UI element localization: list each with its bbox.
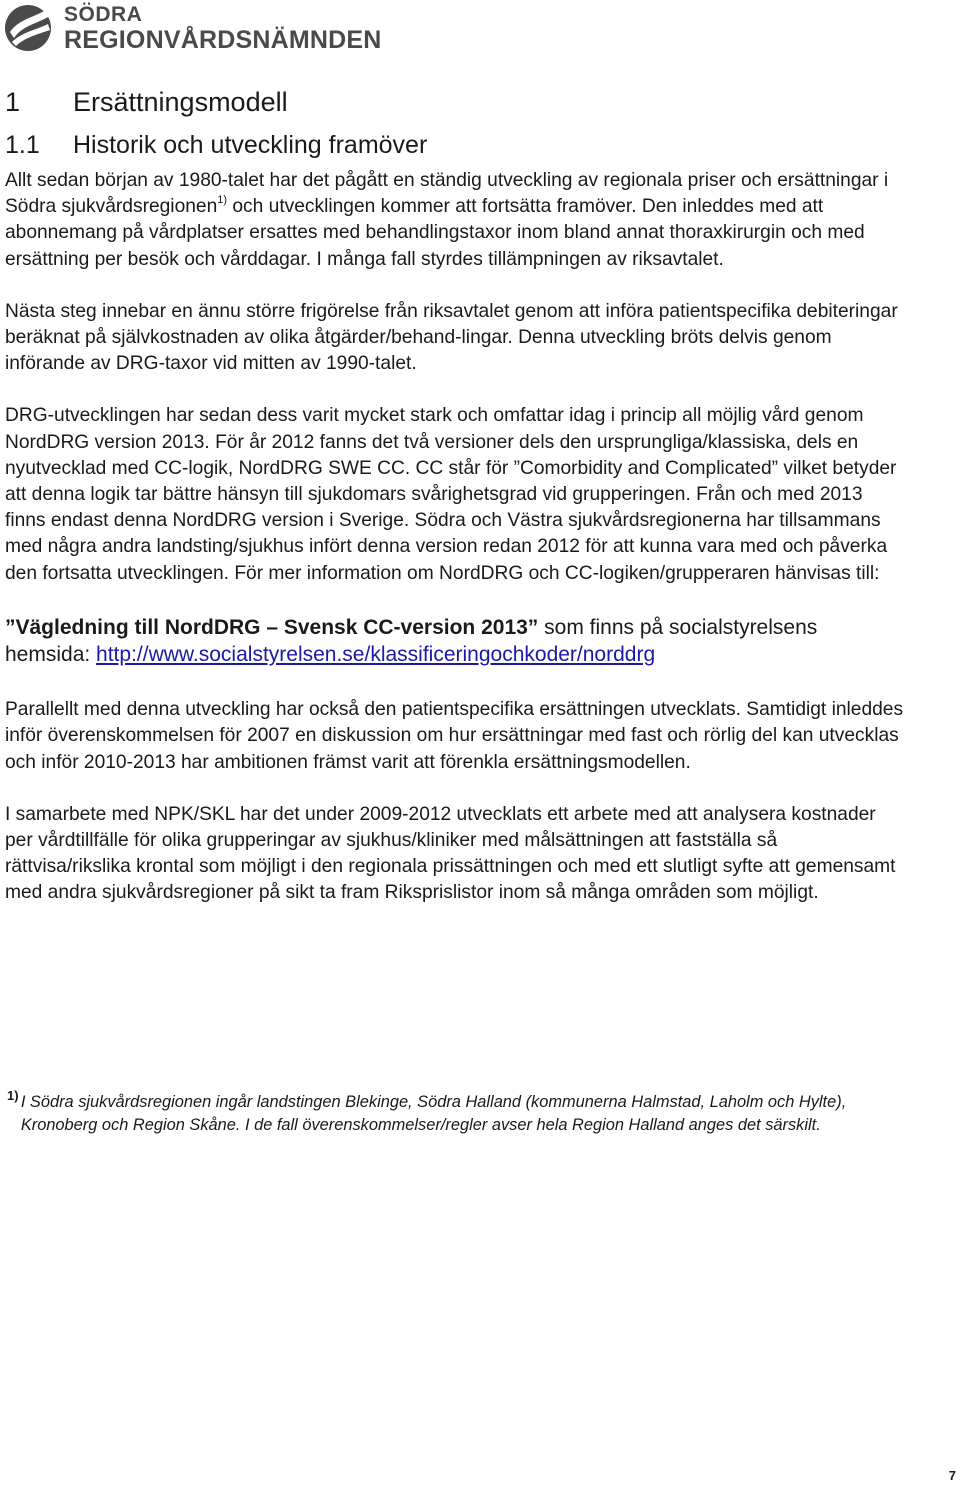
paragraph-1 bbox=[5, 168, 905, 273]
socialstyrelsen-link[interactable]: http://www.socialstyrelsen.se/klassificeringochkoder/norddrg bbox=[96, 643, 656, 667]
paragraph-1-end: och utvecklingen kommer att fortsätta framöver. Den inleddes med att abonnemang på vårdplatser ersattes med behandlingstaxor inom bland annat thoraxkirurgin och med ersättning per besök och vårddagar. I många fall styrdes tillämpningen av riksavtalet. bbox=[5, 196, 865, 270]
paragraph-1-start: Allt sedan början av 1980-talet har det pågått en ständig utveckling av regionala priser och ersättningar i Södra sjukvårdsregionen bbox=[5, 170, 889, 218]
heading-1 bbox=[5, 84, 905, 120]
guide-text: som finns på socialstyrelsens hemsida: bbox=[5, 615, 818, 667]
heading-2-number: 1.1 bbox=[5, 131, 40, 159]
paragraph-4: Parallellt med denna utveckling har också den patientspecifika ersättningen utvecklats. Samtidigt inleddes inför överenskommelsen för 2007 en diskussion om hur ersättningar med fast och rörlig del kan utvecklas och inför 2010-2013 har ambitionen främst varit att förenkla ersättningsmodellen. bbox=[5, 699, 904, 773]
page-number: 7 bbox=[948, 1468, 956, 1483]
paragraph-5: I samarbete med NPK/SKL har det under 2009-2012 utvecklats ett arbete med att analysera kostnader per vårdtillfälle för olika grupperingar av sjukhus/kliniker med målsättningen att fastställa så rättvisa/rikslika krontal som möjligt i den regionala prissättningen och med ett slutligt syfte att gemensamt med andra sjukvårdsregioner på sikt ta fram Riksprislistor inom så många områden som möjligt. bbox=[5, 803, 896, 904]
logo-text-line1: SÖDRA bbox=[64, 3, 143, 26]
guide-title: ”Vägledning till NordDRG – Svensk CC-version 2013” bbox=[5, 615, 539, 639]
heading-1-number: 1 bbox=[5, 87, 21, 117]
footnote-marker: 1) bbox=[7, 1088, 19, 1103]
logo-text-line2: REGIONVÅRDSNÄMNDEN bbox=[64, 26, 382, 54]
guide-reference bbox=[5, 615, 905, 669]
heading-2 bbox=[5, 128, 905, 162]
paragraph-3: DRG-utvecklingen har sedan dess varit mycket stark och omfattar idag i princip all möjlig vård genom NordDRG version 2013. För år 2012 fanns det två versioner dels den ursprungliga/klassiska, dels en nyutvecklad med CC-logik, NordDRG SWE CC. CC står för ”Comorbidity and Complicated” vilket betyder att denna logik tar bättre hänsyn till sjukdomars svårighetsgrad vid grupperingen. Från och med 2013 finns endast denna NordDRG version i Sverige. Södra och Västra sjukvårdsregionerna har tillsammans med några andra landsting/sjukhus infört denna version redan 2012 för att kunna vara med och påverka den fortsatta utvecklingen. För mer information om NordDRG och CC-logiken/grupperaren hänvisas till: bbox=[5, 405, 897, 584]
paragraph-2: Nästa steg innebar en ännu större frigörelse från riksavtalet genom att införa patientspecifika debiteringar beräknat på självkostnaden av olika åtgärder/behand-lingar. Denna utveckling bröts delvis genom införande av DRG-taxor vid mitten av 1990-talet. bbox=[5, 300, 898, 375]
footnote-reference: 1) bbox=[217, 193, 228, 206]
sodra-regionvardsnamnden-logo-icon bbox=[2, 2, 58, 52]
footnote-text: I Södra sjukvårdsregionen ingår landstingen Blekinge, Södra Halland (kommunerna Halmstad, Laholm och Hylte), Kronoberg och Region Skåne. I de fall överenskommelser/regler avser hela Region Halland anges det särskilt. bbox=[20, 1093, 847, 1134]
footnote bbox=[7, 1088, 887, 1136]
heading-2-title: Historik och utveckling framöver bbox=[73, 131, 428, 159]
heading-1-title: Ersättningsmodell bbox=[73, 87, 288, 117]
document-body bbox=[5, 84, 905, 907]
header-logo bbox=[2, 2, 382, 53]
